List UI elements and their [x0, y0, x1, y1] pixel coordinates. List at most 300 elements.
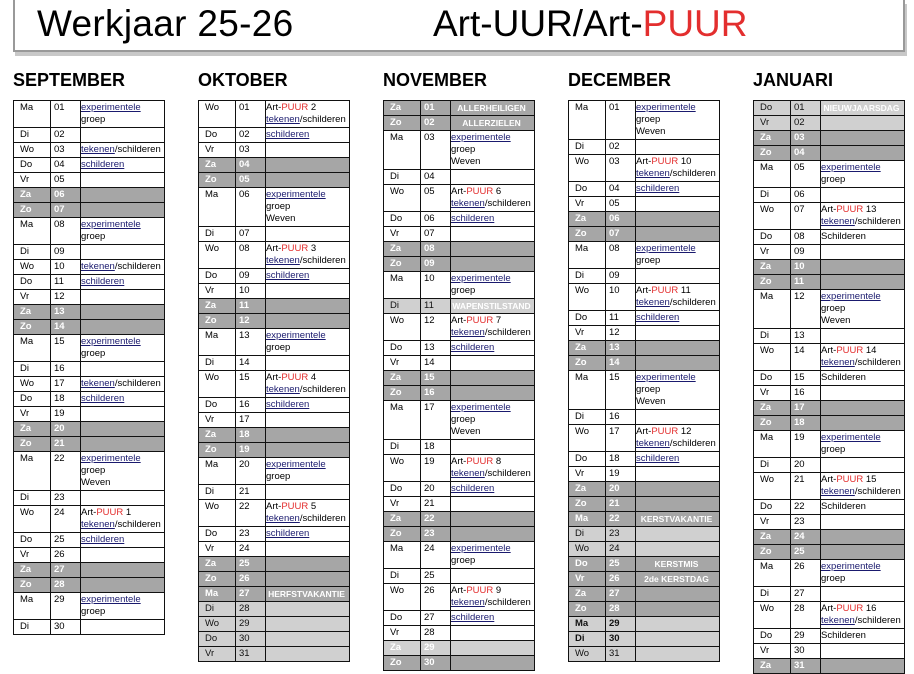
day-number: 14: [51, 320, 81, 335]
holiday-label: KERSTVAKANTIE: [640, 514, 713, 524]
day-row: [199, 188, 350, 227]
activity: [451, 401, 535, 440]
holiday-label: 2de KERSTDAG: [644, 574, 709, 584]
day-number: 21: [606, 497, 636, 512]
day-row: [384, 497, 535, 512]
day-row: [14, 491, 165, 506]
activity-line: experimentele groep: [266, 189, 326, 212]
day-number: 13: [51, 305, 81, 320]
activity: [636, 212, 720, 227]
weekday: Ma: [569, 617, 606, 632]
day-row: [754, 659, 905, 674]
day-number: 04: [791, 146, 821, 161]
activity-line-2: tekenen/schilderen: [636, 168, 716, 179]
activity: [451, 626, 535, 641]
day-number: 12: [236, 314, 266, 329]
weekday: Vr: [384, 227, 421, 242]
day-row: [754, 473, 905, 500]
activity: [821, 230, 905, 245]
day-row: [14, 377, 165, 392]
day-number: 09: [51, 245, 81, 260]
activity-line: schilderen: [81, 534, 125, 545]
subtitle-accent: PUUR: [642, 3, 748, 44]
day-number: 17: [421, 401, 451, 440]
day-number: 18: [421, 440, 451, 455]
activity: [81, 275, 165, 290]
day-number: 14: [606, 356, 636, 371]
day-row: [199, 500, 350, 527]
day-number: 05: [421, 185, 451, 212]
weekday: Wo: [199, 371, 236, 398]
activity-line-2: tekenen/schilderen: [266, 384, 346, 395]
day-row: [569, 572, 720, 587]
weekday: Wo: [199, 500, 236, 527]
weekday: Zo: [754, 275, 791, 290]
day-row: [569, 467, 720, 482]
day-number: 27: [236, 587, 266, 602]
day-row: [384, 227, 535, 242]
day-number: 24: [421, 542, 451, 569]
day-row: [569, 269, 720, 284]
day-number: 12: [421, 314, 451, 341]
activity: [821, 416, 905, 431]
day-number: 07: [606, 227, 636, 242]
day-row: [569, 341, 720, 356]
activity: [81, 320, 165, 335]
day-row: [384, 527, 535, 542]
weekday: Vr: [754, 116, 791, 131]
day-number: 12: [606, 326, 636, 341]
activity-line-2: Weven: [266, 213, 296, 224]
activity: [81, 452, 165, 491]
weekday: Di: [14, 362, 51, 377]
weekday: Do: [14, 392, 51, 407]
day-number: 25: [236, 557, 266, 572]
activity-line: tekenen/schilderen: [81, 378, 161, 389]
activity-line-2: Weven: [81, 477, 111, 488]
day-number: 07: [421, 227, 451, 242]
activity-line: Schilderen: [821, 231, 866, 242]
weekday: Do: [569, 182, 606, 197]
activity-line: schilderen: [266, 399, 310, 410]
weekday: Di: [384, 569, 421, 584]
day-number: 14: [236, 356, 266, 371]
day-row: [199, 632, 350, 647]
activity: [451, 482, 535, 497]
day-row: [199, 572, 350, 587]
month-table: [753, 100, 905, 674]
day-row: [199, 284, 350, 299]
activity-line: schilderen: [636, 183, 680, 194]
activity-line-2: tekenen/schilderen: [821, 216, 901, 227]
day-number: 08: [791, 230, 821, 245]
weekday: Di: [14, 245, 51, 260]
activity-line: schilderen: [81, 159, 125, 170]
day-number: 03: [51, 143, 81, 158]
activity-line: Schilderen: [821, 372, 866, 383]
day-number: 02: [421, 116, 451, 131]
day-row: [569, 482, 720, 497]
weekday: Wo: [199, 101, 236, 128]
activity-line-2: Weven: [451, 426, 481, 437]
day-number: 26: [791, 560, 821, 587]
weekday: Wo: [14, 260, 51, 275]
day-row: [754, 458, 905, 473]
weekday: Di: [14, 491, 51, 506]
activity: [451, 584, 535, 611]
day-number: 17: [51, 377, 81, 392]
activity: [81, 188, 165, 203]
day-row: [754, 245, 905, 260]
weekday: Zo: [384, 386, 421, 401]
day-row: [14, 578, 165, 593]
weekday: Ma: [14, 593, 51, 620]
day-number: 21: [236, 485, 266, 500]
weekday: Do: [199, 128, 236, 143]
weekday: Di: [569, 269, 606, 284]
activity-line: schilderen: [451, 483, 495, 494]
weekday: Wo: [569, 647, 606, 662]
day-row: [754, 530, 905, 545]
activity: [81, 392, 165, 407]
day-number: 13: [421, 341, 451, 356]
weekday: Za: [384, 101, 421, 116]
day-row: [569, 326, 720, 341]
weekday: Wo: [199, 617, 236, 632]
day-number: 02: [236, 128, 266, 143]
activity: [821, 629, 905, 644]
day-number: 02: [51, 128, 81, 143]
activity: [451, 611, 535, 626]
weekday: Vr: [199, 413, 236, 428]
activity: [266, 269, 350, 284]
day-number: 30: [51, 620, 81, 635]
weekday: Zo: [754, 545, 791, 560]
day-number: 31: [236, 647, 266, 662]
activity-line: tekenen/schilderen: [81, 144, 161, 155]
day-row: [14, 260, 165, 275]
day-number: 15: [236, 371, 266, 398]
activity: [821, 275, 905, 290]
weekday: Do: [754, 629, 791, 644]
day-row: [199, 428, 350, 443]
day-row: [384, 314, 535, 341]
weekday: Za: [754, 401, 791, 416]
artpuur-label: Art-PUUR 7: [451, 315, 502, 326]
activity: [451, 101, 535, 116]
day-row: [569, 284, 720, 311]
day-row: [569, 647, 720, 662]
day-number: 16: [606, 410, 636, 425]
weekday: Za: [754, 131, 791, 146]
weekday: Zo: [754, 146, 791, 161]
activity: [821, 602, 905, 629]
day-row: [384, 401, 535, 440]
day-number: 11: [236, 299, 266, 314]
activity: [81, 362, 165, 377]
activity-line: schilderen: [451, 612, 495, 623]
day-number: 24: [236, 542, 266, 557]
activity: [451, 314, 535, 341]
activity: [451, 212, 535, 227]
day-row: [199, 128, 350, 143]
artpuur-label: Art-PUUR 15: [821, 474, 877, 485]
activity: [266, 101, 350, 128]
activity: [266, 542, 350, 557]
day-number: 10: [51, 260, 81, 275]
day-number: 25: [606, 557, 636, 572]
activity: [636, 371, 720, 410]
day-row: [384, 299, 535, 314]
weekday: Di: [384, 170, 421, 185]
activity: [266, 500, 350, 527]
weekday: Ma: [199, 458, 236, 485]
day-number: 15: [51, 335, 81, 362]
artpuur-label: Art-PUUR 4: [266, 372, 317, 383]
activity: [821, 530, 905, 545]
activity: [821, 644, 905, 659]
day-number: 30: [791, 644, 821, 659]
day-row: [384, 641, 535, 656]
day-number: 04: [51, 158, 81, 173]
activity-line-2: Weven: [636, 396, 666, 407]
day-number: 07: [236, 227, 266, 242]
artpuur-label: Art-PUUR 13: [821, 204, 877, 215]
activity: [451, 257, 535, 272]
day-row: [569, 101, 720, 140]
day-number: 09: [606, 269, 636, 284]
weekday: Ma: [14, 218, 51, 245]
activity: [81, 290, 165, 305]
day-row: [754, 161, 905, 188]
day-number: 22: [236, 500, 266, 527]
artpuur-label: Art-PUUR 9: [451, 585, 502, 596]
activity: [266, 356, 350, 371]
activity: [636, 182, 720, 197]
weekday: Za: [569, 212, 606, 227]
activity-line-2: Weven: [636, 126, 666, 137]
day-row: [754, 560, 905, 587]
activity-line-2: tekenen/schilderen: [821, 615, 901, 626]
activity: [81, 578, 165, 593]
activity: [266, 572, 350, 587]
holiday-label: NIEUWJAARSDAG: [823, 103, 900, 113]
day-number: 18: [606, 452, 636, 467]
day-row: [14, 143, 165, 158]
artpuur-label: Art-PUUR 5: [266, 501, 317, 512]
weekday: Za: [384, 641, 421, 656]
day-number: 13: [236, 329, 266, 356]
weekday: Ma: [199, 587, 236, 602]
day-row: [199, 443, 350, 458]
weekday: Vr: [569, 197, 606, 212]
day-number: 15: [421, 371, 451, 386]
activity: [266, 227, 350, 242]
activity-line-2: tekenen/schilderen: [266, 255, 346, 266]
activity-line: schilderen: [451, 213, 495, 224]
day-number: 25: [791, 545, 821, 560]
day-number: 22: [51, 452, 81, 491]
activity-line: experimentele groep: [266, 330, 326, 353]
weekday: Zo: [384, 527, 421, 542]
activity: [636, 557, 720, 572]
day-row: [569, 425, 720, 452]
activity-line-2: Weven: [451, 156, 481, 167]
day-number: 20: [51, 422, 81, 437]
weekday: Zo: [569, 227, 606, 242]
subtitle-prefix: Art-UUR/Art-: [433, 3, 643, 44]
day-row: [199, 527, 350, 542]
day-row: [199, 242, 350, 269]
activity: [81, 407, 165, 422]
day-row: [384, 170, 535, 185]
day-row: [14, 437, 165, 452]
activity-line: schilderen: [81, 276, 125, 287]
day-row: [569, 542, 720, 557]
weekday: Do: [384, 611, 421, 626]
day-number: 07: [51, 203, 81, 218]
activity: [821, 101, 905, 116]
weekday: Za: [754, 659, 791, 674]
day-number: 24: [791, 530, 821, 545]
activity: [636, 140, 720, 155]
day-row: [199, 398, 350, 413]
weekday: Ma: [14, 335, 51, 362]
activity: [81, 377, 165, 392]
weekday: Di: [569, 140, 606, 155]
weekday: Di: [199, 485, 236, 500]
weekday: Do: [199, 632, 236, 647]
activity: [451, 440, 535, 455]
activity-line: tekenen/schilderen: [81, 261, 161, 272]
day-row: [14, 506, 165, 533]
artpuur-label: Art-PUUR 8: [451, 456, 502, 467]
day-number: 29: [791, 629, 821, 644]
weekday: Zo: [384, 656, 421, 671]
day-row: [14, 245, 165, 260]
day-row: [754, 329, 905, 344]
weekday: Ma: [569, 512, 606, 527]
day-number: 25: [51, 533, 81, 548]
weekday: Di: [384, 299, 421, 314]
day-row: [754, 290, 905, 329]
weekday: Wo: [569, 542, 606, 557]
weekday: Ma: [754, 161, 791, 188]
day-row: [384, 116, 535, 131]
activity: [266, 158, 350, 173]
weekday: Wo: [384, 185, 421, 212]
artpuur-label: Art-PUUR 1: [81, 507, 132, 518]
day-row: [199, 356, 350, 371]
day-row: [14, 548, 165, 563]
weekday: Zo: [14, 437, 51, 452]
day-number: 01: [606, 101, 636, 140]
activity: [81, 422, 165, 437]
activity: [81, 203, 165, 218]
weekday: Wo: [384, 584, 421, 611]
day-number: 02: [791, 116, 821, 131]
day-number: 20: [236, 458, 266, 485]
activity-line: experimentele groep: [821, 291, 881, 314]
weekday: Za: [14, 305, 51, 320]
weekday: Do: [199, 269, 236, 284]
day-number: 22: [421, 512, 451, 527]
weekday: Zo: [199, 443, 236, 458]
day-number: 20: [791, 458, 821, 473]
day-number: 03: [421, 131, 451, 170]
weekday: Za: [569, 482, 606, 497]
weekday: Di: [199, 356, 236, 371]
day-number: 01: [51, 101, 81, 128]
activity: [451, 116, 535, 131]
weekday: Di: [754, 188, 791, 203]
activity: [451, 371, 535, 386]
activity-line-2: tekenen/schilderen: [636, 297, 716, 308]
activity: [451, 341, 535, 356]
activity-line-2: tekenen/schilderen: [451, 198, 531, 209]
day-row: [199, 371, 350, 398]
activity: [81, 158, 165, 173]
weekday: Wo: [14, 377, 51, 392]
activity: [821, 116, 905, 131]
day-row: [754, 602, 905, 629]
activity: [81, 335, 165, 362]
day-number: 23: [421, 527, 451, 542]
day-number: 14: [421, 356, 451, 371]
day-row: [199, 413, 350, 428]
day-row: [754, 386, 905, 401]
day-row: [754, 146, 905, 161]
day-number: 27: [606, 587, 636, 602]
activity-line: experimentele groep: [81, 453, 141, 476]
weekday: Za: [199, 158, 236, 173]
day-number: 10: [606, 284, 636, 311]
day-number: 21: [791, 473, 821, 500]
artpuur-label: Art-PUUR 11: [636, 285, 691, 296]
activity: [81, 620, 165, 635]
activity: [451, 272, 535, 299]
activity: [266, 284, 350, 299]
activity: [636, 467, 720, 482]
activity-line: Schilderen: [821, 630, 866, 641]
activity: [266, 617, 350, 632]
weekday: Zo: [199, 572, 236, 587]
day-number: 09: [421, 257, 451, 272]
weekday: Do: [14, 533, 51, 548]
day-row: [199, 542, 350, 557]
day-number: 16: [791, 386, 821, 401]
holiday-label: WAPENSTILSTAND: [452, 301, 531, 311]
activity: [81, 128, 165, 143]
activity-line: experimentele groep: [451, 402, 511, 425]
day-row: [569, 587, 720, 602]
day-row: [14, 275, 165, 290]
day-row: [384, 611, 535, 626]
day-row: [14, 101, 165, 128]
activity: [266, 188, 350, 227]
activity-line: experimentele groep: [636, 102, 696, 125]
activity: [266, 413, 350, 428]
day-row: [14, 173, 165, 188]
activity: [821, 146, 905, 161]
weekday: Zo: [569, 356, 606, 371]
day-number: 10: [791, 260, 821, 275]
day-row: [754, 416, 905, 431]
activity: [266, 299, 350, 314]
activity-line: experimentele groep: [821, 162, 881, 185]
day-row: [14, 128, 165, 143]
day-row: [199, 458, 350, 485]
